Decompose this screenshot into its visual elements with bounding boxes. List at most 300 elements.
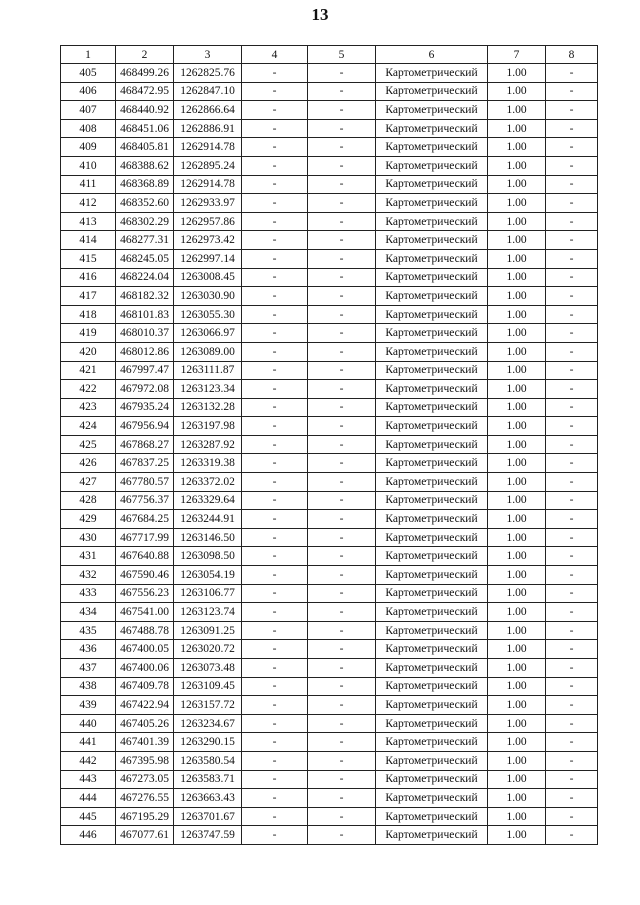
col-8-cell: -: [546, 454, 598, 473]
table-body: [61, 64, 598, 845]
table-row: [61, 491, 598, 510]
col-4-cell: -: [242, 473, 308, 492]
col-4-cell: -: [242, 770, 308, 789]
point-number-cell: 411: [61, 175, 116, 194]
col-4-cell: -: [242, 696, 308, 715]
col-5-cell: -: [308, 473, 376, 492]
y-coordinate-cell: 1262997.14: [174, 249, 242, 268]
x-coordinate-cell: 467541.00: [116, 603, 174, 622]
y-coordinate-cell: 1263054.19: [174, 566, 242, 585]
accuracy-cell: 1.00: [488, 175, 546, 194]
col-8-cell: -: [546, 305, 598, 324]
method-cell: Картометрический: [376, 826, 488, 845]
method-cell: Картометрический: [376, 789, 488, 808]
col-5-cell: -: [308, 733, 376, 752]
method-cell: Картометрический: [376, 510, 488, 529]
col-5-cell: -: [308, 826, 376, 845]
col-8-cell: -: [546, 268, 598, 287]
x-coordinate-cell: 467868.27: [116, 435, 174, 454]
col-4-cell: -: [242, 175, 308, 194]
col-4-cell: -: [242, 677, 308, 696]
y-coordinate-cell: 1263030.90: [174, 287, 242, 306]
col-8-cell: -: [546, 324, 598, 343]
accuracy-cell: 1.00: [488, 807, 546, 826]
col-5-cell: -: [308, 305, 376, 324]
point-number-cell: 445: [61, 807, 116, 826]
col-8-cell: -: [546, 119, 598, 138]
point-number-cell: 407: [61, 101, 116, 120]
x-coordinate-cell: 468472.95: [116, 82, 174, 101]
x-coordinate-cell: 467405.26: [116, 714, 174, 733]
y-coordinate-cell: 1263747.59: [174, 826, 242, 845]
table-row: [61, 584, 598, 603]
x-coordinate-cell: 467684.25: [116, 510, 174, 529]
accuracy-cell: 1.00: [488, 305, 546, 324]
col-4-cell: -: [242, 826, 308, 845]
x-coordinate-cell: 467273.05: [116, 770, 174, 789]
col-5-cell: -: [308, 82, 376, 101]
table-row: [61, 826, 598, 845]
table-row: [61, 789, 598, 808]
point-number-cell: 446: [61, 826, 116, 845]
col-4-cell: -: [242, 119, 308, 138]
x-coordinate-cell: 467400.06: [116, 659, 174, 678]
col-4-cell: -: [242, 454, 308, 473]
accuracy-cell: 1.00: [488, 361, 546, 380]
table-row: [61, 417, 598, 436]
col-5-cell: -: [308, 361, 376, 380]
table-row: [61, 342, 598, 361]
accuracy-cell: 1.00: [488, 566, 546, 585]
y-coordinate-cell: 1263583.71: [174, 770, 242, 789]
x-coordinate-cell: 468405.81: [116, 138, 174, 157]
table-row: [61, 361, 598, 380]
table-row: [61, 268, 598, 287]
column-header-6: 6: [376, 46, 488, 64]
method-cell: Картометрический: [376, 547, 488, 566]
col-4-cell: -: [242, 807, 308, 826]
y-coordinate-cell: 1263580.54: [174, 751, 242, 770]
point-number-cell: 428: [61, 491, 116, 510]
accuracy-cell: 1.00: [488, 659, 546, 678]
x-coordinate-cell: 467400.05: [116, 640, 174, 659]
table-row: [61, 696, 598, 715]
method-cell: Картометрический: [376, 138, 488, 157]
y-coordinate-cell: 1263098.50: [174, 547, 242, 566]
col-8-cell: -: [546, 287, 598, 306]
y-coordinate-cell: 1263319.38: [174, 454, 242, 473]
y-coordinate-cell: 1263287.92: [174, 435, 242, 454]
point-number-cell: 412: [61, 194, 116, 213]
col-5-cell: -: [308, 696, 376, 715]
accuracy-cell: 1.00: [488, 194, 546, 213]
y-coordinate-cell: 1263132.28: [174, 398, 242, 417]
y-coordinate-cell: 1263372.02: [174, 473, 242, 492]
table-row: [61, 547, 598, 566]
x-coordinate-cell: 467195.29: [116, 807, 174, 826]
table-row: [61, 380, 598, 399]
col-4-cell: -: [242, 547, 308, 566]
x-coordinate-cell: 467276.55: [116, 789, 174, 808]
x-coordinate-cell: 467837.25: [116, 454, 174, 473]
col-5-cell: -: [308, 566, 376, 585]
table-row: [61, 175, 598, 194]
y-coordinate-cell: 1262973.42: [174, 231, 242, 250]
col-4-cell: -: [242, 138, 308, 157]
col-4-cell: -: [242, 287, 308, 306]
accuracy-cell: 1.00: [488, 770, 546, 789]
col-4-cell: -: [242, 249, 308, 268]
col-4-cell: -: [242, 64, 308, 83]
method-cell: Картометрический: [376, 770, 488, 789]
col-5-cell: -: [308, 714, 376, 733]
col-4-cell: -: [242, 584, 308, 603]
point-number-cell: 433: [61, 584, 116, 603]
table-row: [61, 714, 598, 733]
x-coordinate-cell: 467401.39: [116, 733, 174, 752]
point-number-cell: 425: [61, 435, 116, 454]
accuracy-cell: 1.00: [488, 677, 546, 696]
method-cell: Картометрический: [376, 64, 488, 83]
y-coordinate-cell: 1263123.34: [174, 380, 242, 399]
point-number-cell: 416: [61, 268, 116, 287]
col-5-cell: -: [308, 249, 376, 268]
point-number-cell: 418: [61, 305, 116, 324]
point-number-cell: 408: [61, 119, 116, 138]
col-8-cell: -: [546, 621, 598, 640]
col-4-cell: -: [242, 305, 308, 324]
method-cell: Картометрический: [376, 268, 488, 287]
x-coordinate-cell: 467395.98: [116, 751, 174, 770]
col-8-cell: -: [546, 417, 598, 436]
table-row: [61, 566, 598, 585]
coordinates-table: [60, 45, 598, 845]
table-row: [61, 510, 598, 529]
accuracy-cell: 1.00: [488, 733, 546, 752]
accuracy-cell: 1.00: [488, 342, 546, 361]
col-4-cell: -: [242, 324, 308, 343]
col-8-cell: -: [546, 714, 598, 733]
table-row: [61, 454, 598, 473]
y-coordinate-cell: 1262933.97: [174, 194, 242, 213]
col-5-cell: -: [308, 156, 376, 175]
table-row: [61, 119, 598, 138]
point-number-cell: 422: [61, 380, 116, 399]
col-5-cell: -: [308, 398, 376, 417]
x-coordinate-cell: 468352.60: [116, 194, 174, 213]
y-coordinate-cell: 1262825.76: [174, 64, 242, 83]
table-row: [61, 473, 598, 492]
col-8-cell: -: [546, 733, 598, 752]
method-cell: Картометрический: [376, 491, 488, 510]
accuracy-cell: 1.00: [488, 212, 546, 231]
header-row: [61, 46, 598, 64]
y-coordinate-cell: 1263008.45: [174, 268, 242, 287]
col-8-cell: -: [546, 751, 598, 770]
y-coordinate-cell: 1263089.00: [174, 342, 242, 361]
method-cell: Картометрический: [376, 640, 488, 659]
table-row: [61, 770, 598, 789]
table-row: [61, 640, 598, 659]
accuracy-cell: 1.00: [488, 510, 546, 529]
accuracy-cell: 1.00: [488, 435, 546, 454]
y-coordinate-cell: 1263244.91: [174, 510, 242, 529]
y-coordinate-cell: 1263146.50: [174, 528, 242, 547]
column-header-3: 3: [174, 46, 242, 64]
col-8-cell: -: [546, 82, 598, 101]
method-cell: Картометрический: [376, 807, 488, 826]
column-header-4: 4: [242, 46, 308, 64]
page-number: 13: [311, 5, 329, 24]
y-coordinate-cell: 1262914.78: [174, 175, 242, 194]
point-number-cell: 424: [61, 417, 116, 436]
accuracy-cell: 1.00: [488, 491, 546, 510]
col-4-cell: -: [242, 435, 308, 454]
method-cell: Картометрический: [376, 101, 488, 120]
y-coordinate-cell: 1263197.98: [174, 417, 242, 436]
point-number-cell: 444: [61, 789, 116, 808]
col-5-cell: -: [308, 770, 376, 789]
accuracy-cell: 1.00: [488, 324, 546, 343]
col-5-cell: -: [308, 342, 376, 361]
table-row: [61, 621, 598, 640]
col-8-cell: -: [546, 101, 598, 120]
x-coordinate-cell: 467640.88: [116, 547, 174, 566]
x-coordinate-cell: 467756.37: [116, 491, 174, 510]
table-row: [61, 398, 598, 417]
method-cell: Картометрический: [376, 714, 488, 733]
point-number-cell: 417: [61, 287, 116, 306]
table-row: [61, 603, 598, 622]
table-row: [61, 435, 598, 454]
method-cell: Картометрический: [376, 380, 488, 399]
col-5-cell: -: [308, 231, 376, 250]
method-cell: Картометрический: [376, 417, 488, 436]
y-coordinate-cell: 1263111.87: [174, 361, 242, 380]
point-number-cell: 415: [61, 249, 116, 268]
point-number-cell: 413: [61, 212, 116, 231]
method-cell: Картометрический: [376, 305, 488, 324]
col-5-cell: -: [308, 807, 376, 826]
accuracy-cell: 1.00: [488, 231, 546, 250]
method-cell: Картометрический: [376, 454, 488, 473]
method-cell: Картометрический: [376, 342, 488, 361]
col-8-cell: -: [546, 789, 598, 808]
x-coordinate-cell: 468010.37: [116, 324, 174, 343]
col-4-cell: -: [242, 342, 308, 361]
x-coordinate-cell: 468101.83: [116, 305, 174, 324]
col-8-cell: -: [546, 473, 598, 492]
x-coordinate-cell: 468277.31: [116, 231, 174, 250]
col-8-cell: -: [546, 212, 598, 231]
col-5-cell: -: [308, 324, 376, 343]
point-number-cell: 427: [61, 473, 116, 492]
point-number-cell: 406: [61, 82, 116, 101]
col-5-cell: -: [308, 119, 376, 138]
x-coordinate-cell: 467972.08: [116, 380, 174, 399]
point-number-cell: 431: [61, 547, 116, 566]
point-number-cell: 439: [61, 696, 116, 715]
x-coordinate-cell: 467488.78: [116, 621, 174, 640]
col-8-cell: -: [546, 175, 598, 194]
col-5-cell: -: [308, 584, 376, 603]
table-row: [61, 82, 598, 101]
accuracy-cell: 1.00: [488, 584, 546, 603]
method-cell: Картометрический: [376, 435, 488, 454]
col-8-cell: -: [546, 807, 598, 826]
point-number-cell: 435: [61, 621, 116, 640]
point-number-cell: 429: [61, 510, 116, 529]
point-number-cell: 426: [61, 454, 116, 473]
accuracy-cell: 1.00: [488, 826, 546, 845]
y-coordinate-cell: 1262886.91: [174, 119, 242, 138]
x-coordinate-cell: 468368.89: [116, 175, 174, 194]
x-coordinate-cell: 467780.57: [116, 473, 174, 492]
method-cell: Картометрический: [376, 603, 488, 622]
method-cell: Картометрический: [376, 249, 488, 268]
y-coordinate-cell: 1263234.67: [174, 714, 242, 733]
table-row: [61, 733, 598, 752]
method-cell: Картометрический: [376, 119, 488, 138]
col-5-cell: -: [308, 454, 376, 473]
accuracy-cell: 1.00: [488, 696, 546, 715]
col-4-cell: -: [242, 212, 308, 231]
col-4-cell: -: [242, 82, 308, 101]
x-coordinate-cell: 467556.23: [116, 584, 174, 603]
accuracy-cell: 1.00: [488, 82, 546, 101]
x-coordinate-cell: 467935.24: [116, 398, 174, 417]
col-8-cell: -: [546, 770, 598, 789]
col-8-cell: -: [546, 677, 598, 696]
col-4-cell: -: [242, 156, 308, 175]
col-4-cell: -: [242, 751, 308, 770]
y-coordinate-cell: 1263066.97: [174, 324, 242, 343]
y-coordinate-cell: 1263663.43: [174, 789, 242, 808]
point-number-cell: 437: [61, 659, 116, 678]
column-header-7: 7: [488, 46, 546, 64]
col-4-cell: -: [242, 361, 308, 380]
accuracy-cell: 1.00: [488, 398, 546, 417]
y-coordinate-cell: 1262847.10: [174, 82, 242, 101]
table-row: [61, 659, 598, 678]
col-8-cell: -: [546, 398, 598, 417]
y-coordinate-cell: 1263073.48: [174, 659, 242, 678]
accuracy-cell: 1.00: [488, 138, 546, 157]
column-header-1: 1: [61, 46, 116, 64]
col-4-cell: -: [242, 714, 308, 733]
x-coordinate-cell: 468388.62: [116, 156, 174, 175]
table-row: [61, 807, 598, 826]
accuracy-cell: 1.00: [488, 603, 546, 622]
y-coordinate-cell: 1262957.86: [174, 212, 242, 231]
table-row: [61, 249, 598, 268]
method-cell: Картометрический: [376, 528, 488, 547]
x-coordinate-cell: 468451.06: [116, 119, 174, 138]
col-8-cell: -: [546, 603, 598, 622]
col-4-cell: -: [242, 528, 308, 547]
col-8-cell: -: [546, 435, 598, 454]
method-cell: Картометрический: [376, 212, 488, 231]
table-row: [61, 287, 598, 306]
col-8-cell: -: [546, 156, 598, 175]
col-8-cell: -: [546, 64, 598, 83]
col-5-cell: -: [308, 547, 376, 566]
col-8-cell: -: [546, 231, 598, 250]
col-8-cell: -: [546, 826, 598, 845]
x-coordinate-cell: 467077.61: [116, 826, 174, 845]
point-number-cell: 438: [61, 677, 116, 696]
accuracy-cell: 1.00: [488, 156, 546, 175]
x-coordinate-cell: 468245.05: [116, 249, 174, 268]
method-cell: Картометрический: [376, 398, 488, 417]
table-row: [61, 194, 598, 213]
col-8-cell: -: [546, 659, 598, 678]
col-5-cell: -: [308, 268, 376, 287]
col-5-cell: -: [308, 138, 376, 157]
x-coordinate-cell: 468182.32: [116, 287, 174, 306]
method-cell: Картометрический: [376, 324, 488, 343]
col-5-cell: -: [308, 194, 376, 213]
method-cell: Картометрический: [376, 621, 488, 640]
method-cell: Картометрический: [376, 175, 488, 194]
accuracy-cell: 1.00: [488, 380, 546, 399]
col-8-cell: -: [546, 528, 598, 547]
col-5-cell: -: [308, 789, 376, 808]
y-coordinate-cell: 1263329.64: [174, 491, 242, 510]
col-8-cell: -: [546, 491, 598, 510]
col-4-cell: -: [242, 398, 308, 417]
accuracy-cell: 1.00: [488, 287, 546, 306]
accuracy-cell: 1.00: [488, 751, 546, 770]
accuracy-cell: 1.00: [488, 454, 546, 473]
point-number-cell: 421: [61, 361, 116, 380]
col-4-cell: -: [242, 603, 308, 622]
accuracy-cell: 1.00: [488, 119, 546, 138]
col-4-cell: -: [242, 659, 308, 678]
col-8-cell: -: [546, 584, 598, 603]
y-coordinate-cell: 1262866.64: [174, 101, 242, 120]
point-number-cell: 419: [61, 324, 116, 343]
accuracy-cell: 1.00: [488, 268, 546, 287]
method-cell: Картометрический: [376, 584, 488, 603]
col-5-cell: -: [308, 640, 376, 659]
point-number-cell: 436: [61, 640, 116, 659]
y-coordinate-cell: 1262914.78: [174, 138, 242, 157]
col-4-cell: -: [242, 566, 308, 585]
x-coordinate-cell: 467997.47: [116, 361, 174, 380]
accuracy-cell: 1.00: [488, 621, 546, 640]
col-4-cell: -: [242, 231, 308, 250]
table-row: [61, 101, 598, 120]
y-coordinate-cell: 1263106.77: [174, 584, 242, 603]
x-coordinate-cell: 467590.46: [116, 566, 174, 585]
method-cell: Картометрический: [376, 361, 488, 380]
accuracy-cell: 1.00: [488, 473, 546, 492]
x-coordinate-cell: 468440.92: [116, 101, 174, 120]
method-cell: Картометрический: [376, 82, 488, 101]
accuracy-cell: 1.00: [488, 249, 546, 268]
method-cell: Картометрический: [376, 733, 488, 752]
y-coordinate-cell: 1262895.24: [174, 156, 242, 175]
col-8-cell: -: [546, 380, 598, 399]
table-row: [61, 324, 598, 343]
method-cell: Картометрический: [376, 751, 488, 770]
col-5-cell: -: [308, 417, 376, 436]
accuracy-cell: 1.00: [488, 101, 546, 120]
table-row: [61, 305, 598, 324]
col-5-cell: -: [308, 435, 376, 454]
col-4-cell: -: [242, 621, 308, 640]
